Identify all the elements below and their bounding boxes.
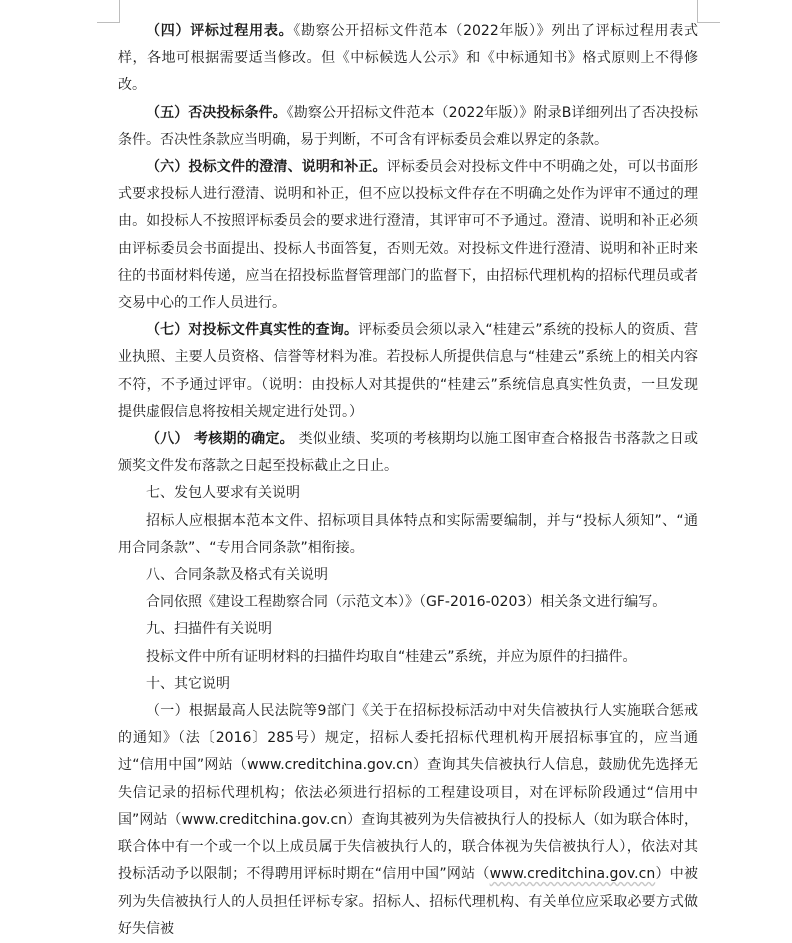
section-text-other (118, 698, 698, 943)
document-body (118, 18, 698, 943)
paragraph-lead: （七）对投标文件真实性的查询。 (146, 322, 359, 339)
paragraph-text: 类似业绩、奖项的考核期均以施工图审查合格报告书落款之日或颁奖文件发布落款之日起至投标截止之日止。 (118, 431, 699, 475)
paragraph-lead: （八） 考核期的确定。 (146, 431, 294, 448)
section-heading-employer-requirements: 七、发包人要求有关说明 (146, 485, 300, 502)
paragraph-authenticity-check (118, 317, 698, 426)
paragraph-text: 《勘察公开招标文件范本（2022年版）》附录B详细列出了否决投标条件。否决性条款应当明确，易于判断，不可含有评标委员会难以界定的条款。 (118, 104, 699, 148)
paragraph-rejection-conditions (118, 100, 698, 154)
creditchina-link[interactable]: www.creditchina.gov.cn (489, 866, 656, 883)
section-heading-other: 十、其它说明 (146, 675, 230, 692)
paragraph-text: 《勘察公开招标文件范本（2022年版）》列出了评标过程用表式样，各地可根据需要适当修改。但《中标候选人公示》和《中标通知书》格式原则上不得修改。 (118, 23, 698, 94)
paragraph-evaluation-forms (118, 18, 698, 100)
paragraph-lead: （六）投标文件的澄清、说明和补正。 (146, 159, 387, 176)
other-text-before-link: （一）根据最高人民法院等9部门《关于在招标投标活动中对失信被执行人实施联合惩戒的通知》（法〔2016〕285号）规定，招标人委托招标代理机构开展招标事宜的，应当通过“信用中国”网站（www.creditchina.gov.cn）查询其失信被执行人信息，鼓励优先选择无失信记录的招标代理机构；依法必须进行招标的工程建设项目，对在评标阶段通过“信用中国”网站（www.creditchina.gov.cn）查询其被列为失信被执行人的投标人（如为联合体时，联合体中有一个或一个以上成员属于失信被执行人的，联合体视为失信被执行人），依法对其投标活动予以限制；不得聘用评标时期在“信用中国”网站（ (118, 703, 698, 883)
section-text-scans: 投标文件中所有证明材料的扫描件均取自“桂建云”系统，并应为原件的扫描件。 (146, 648, 637, 665)
section-heading-scans: 九、扫描件有关说明 (146, 621, 272, 638)
paragraph-text: 评标委员会对投标文件中不明确之处，可以书面形式要求投标人进行澄清、说明和补正，但不应以投标文件存在不明确之处作为评审不通过的理由。如投标人不按照评标委员会的要求进行澄清，其评审可不予通过。澄清、说明和补正必须由评标委员会书面提出、投标人书面答复，否则无效。对投标文件进行澄清、说明和补正时来往的书面材料传递，应当在招投标监督管理部门的监督下，由招标代理机构的招标代理员或者交易中心的工作人员进行。 (118, 159, 699, 312)
paragraph-assessment-period (118, 426, 698, 480)
section-text-contract-terms: 合同依照《建设工程勘察合同（示范文本）》（GF-2016-0203）相关条文进行编写。 (146, 594, 667, 611)
section-heading-contract-terms: 八、合同条款及格式有关说明 (146, 567, 328, 584)
paragraph-lead: （四）评标过程用表。 (146, 23, 294, 39)
paragraph-lead: （五）否决投标条件。 (146, 104, 287, 121)
section-text-employer-requirements: 招标人应根据本范本文件、招标项目具体特点和实际需要编制，并与“投标人须知”、“通用合同条款”、“专用合同条款”相衔接。 (118, 512, 698, 556)
paragraph-clarification (118, 154, 698, 317)
page-corner-mark-left (97, 0, 120, 23)
page-corner-mark-right (697, 0, 720, 23)
other-text-after-link: ）中被列为失信被执行人的人员担任评标专家。招标人、招标代理机构、有关单位应采取必要方式做好失信被 (118, 866, 698, 937)
paragraph-text: 评标委员会须以录入“桂建云”系统的投标人的资质、营业执照、主要人员资格、信誉等材料为准。若投标人所提供信息与“桂建云”系统上的相关内容不符，不予通过评审。（说明：由投标人对其提供的“桂建云”系统信息真实性负责，一旦发现提供虚假信息将按相关规定进行处罚。） (118, 322, 698, 420)
